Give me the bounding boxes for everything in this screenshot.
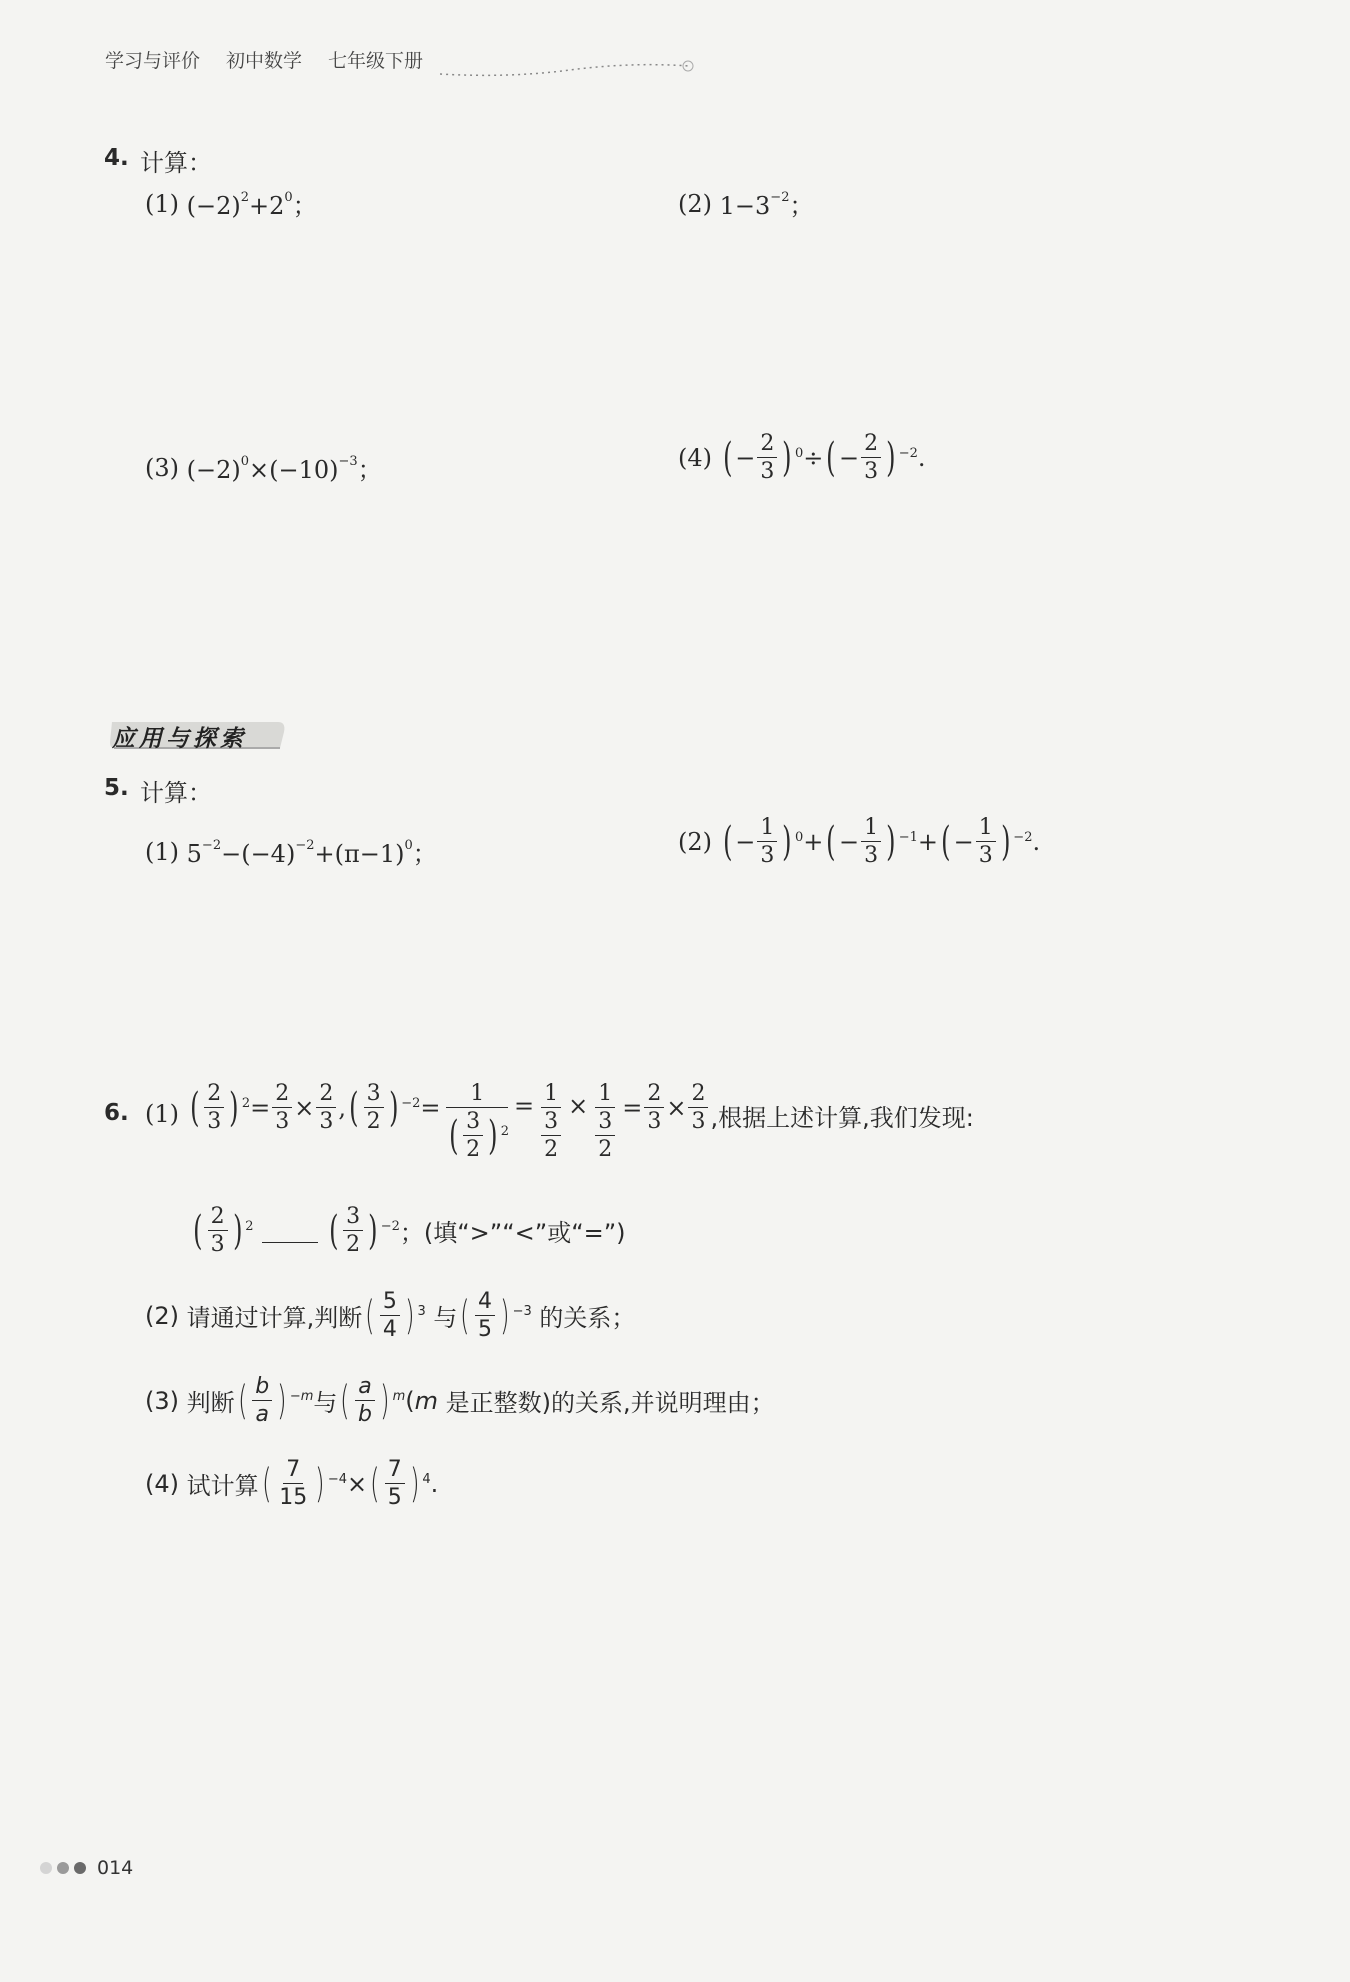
q6-part-4-label: (4) — [145, 1469, 179, 1498]
q4-part-1-label: (1) — [145, 189, 179, 218]
q6-part-2: (2) 请通过计算,判断 ( $\frac{5}{4}$ ) $^3$ 与 ( $\frac{4}{5}$ ) $^{-3}$ 的关系； — [145, 1289, 636, 1343]
section-title: 应用与探索 — [112, 726, 247, 752]
subject-label: 初中数学 — [226, 50, 303, 72]
q4-part-3: (3) $(-2)^0\times(-10)^{-3}$； — [145, 453, 382, 484]
grade-label: 七年级下册 — [328, 50, 424, 72]
footer-dot-light-icon — [40, 1862, 52, 1874]
q6-part-1: (1) ( $\frac{2}{3}$ ) $^2$ = $\frac{2}{3}$ × $\frac{2}{3}$ , ( $\frac{3}{2}$ ) $^{-2}$ = 1 ( $\frac{3}{2}$ ) $^2$ = $\frac{1}{\frac{3}{2}}$ × $\frac{1}{\frac{3}{2}}$ = $\frac{2}{3}$ × $\frac{2}{3}$ ,根据上述计算,我们发现: — [145, 1081, 974, 1163]
q4-part-3-label: (3) — [145, 453, 179, 482]
q5-part-2-label: (2) — [678, 827, 712, 856]
q6-part-1-tail: ,根据上述计算,我们发现: — [710, 1104, 974, 1132]
q4-part-2: (2) $1-3^{-2}$； — [678, 189, 814, 220]
q6-part-1-compare: ( $\frac{2}{3}$ ) $^2$ ( $\frac{3}{2}$ ) $^{-2}$ ；(填“>”“<”或“=”) — [193, 1204, 626, 1258]
question-5-title: 计算： — [140, 779, 212, 807]
q6-part-1-hint: ；(填“>”“<”或“=”) — [399, 1219, 626, 1248]
q6-part-3-label: (3) — [145, 1386, 179, 1415]
page-footer — [40, 1857, 133, 1879]
question-6-number: 6. — [104, 1100, 129, 1126]
q4-part-4: (4) ( − $\frac{2}{3}$ ) $^0$ ÷ ( − $\frac{2}{3}$ ) $^{-2}$ . — [678, 431, 926, 485]
footer-dot-dark-icon — [74, 1862, 86, 1874]
question-4-title: 计算： — [140, 149, 212, 177]
q6-part-3: (3) 判断 ( $\frac{b}{a}$ ) $^{-m}$ 与 ( $\frac{a}{b}$ ) $^m$ ( m 是正整数)的关系,并说明理由； — [145, 1374, 775, 1428]
footer-dot-mid-icon — [57, 1862, 69, 1874]
header-decoration — [440, 60, 710, 80]
q5-part-1: (1) $5^{-2}-(-4)^{-2}+(\pi-1)^0$； — [145, 837, 437, 868]
q6-part-1-label: (1) — [145, 1100, 179, 1128]
q6-part-4: (4) 试计算 ( $\frac{7}{15}$ ) $^{-4}$ × ( $\frac{7}{5}$ ) $^4$ . — [145, 1457, 439, 1511]
q4-part-1: (1) $(-2)^2+2^0$； — [145, 189, 317, 220]
q4-part-2-label: (2) — [678, 189, 712, 218]
q5-part-2: (2) ( − $\frac{1}{3}$ ) $^0$ + ( − $\frac{1}{3}$ ) $^{-1}$ + ( − $\frac{1}{3}$ ) $^{-2}$ . — [678, 815, 1041, 869]
question-4-number: 4. — [104, 145, 129, 171]
q6-part-2-label: (2) — [145, 1301, 179, 1330]
book-title: 学习与评价 — [105, 50, 201, 72]
q4-part-4-label: (4) — [678, 443, 712, 472]
answer-blank[interactable] — [262, 1218, 318, 1243]
q5-part-1-label: (1) — [145, 837, 179, 866]
page-number: 014 — [97, 1857, 134, 1879]
question-5-number: 5. — [104, 775, 129, 801]
running-header — [105, 46, 423, 73]
